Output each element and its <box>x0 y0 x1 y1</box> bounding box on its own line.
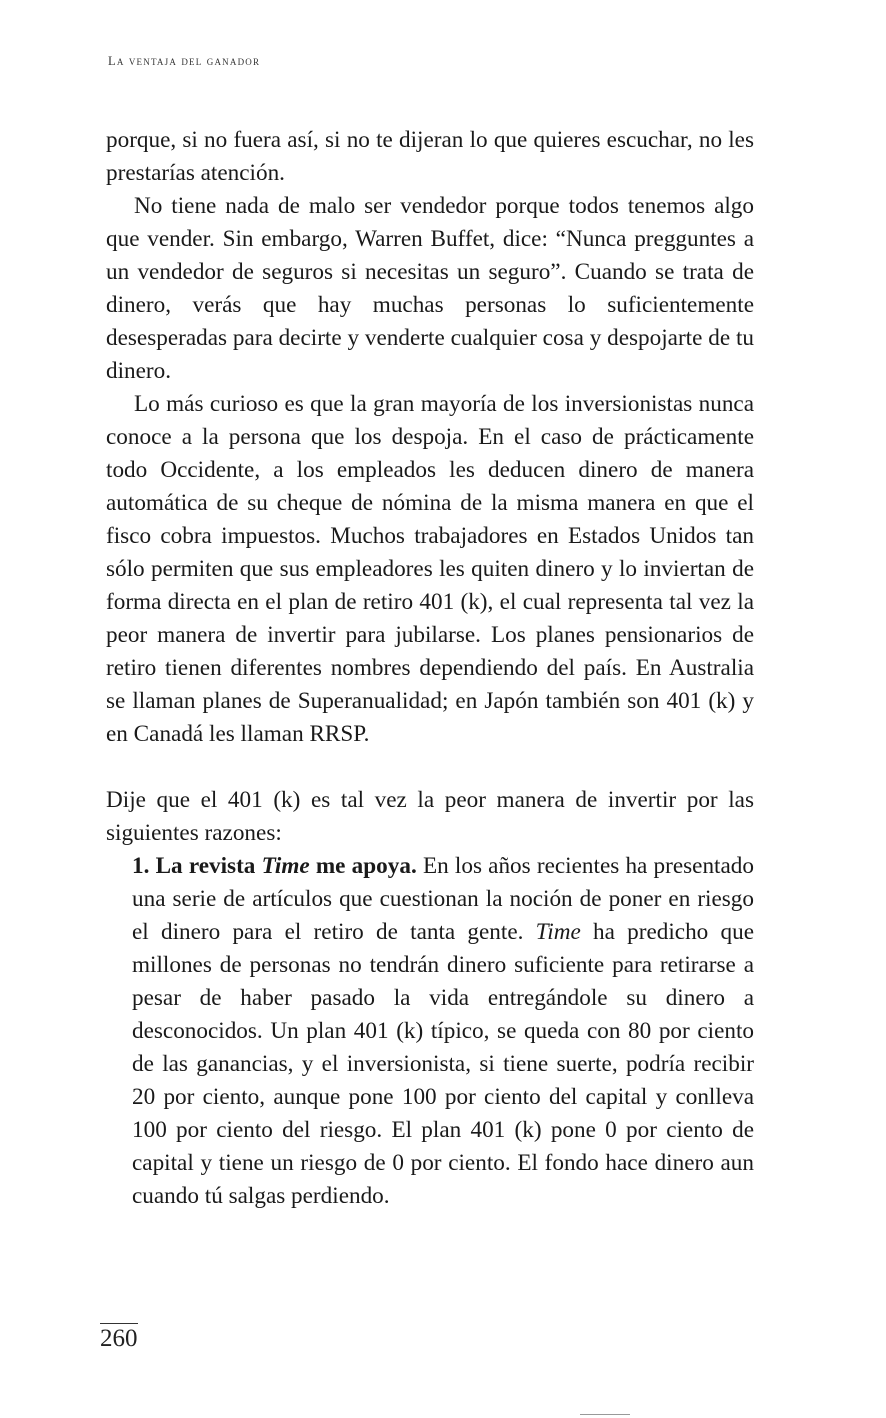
paragraph: porque, si no fuera así, si no te dijeran lo que quieres escuchar, no les prestarías atención. <box>106 127 754 186</box>
list-lead-end: me apoya. <box>309 853 417 879</box>
paragraph: Dije que el 401 (k) es tal vez la peor manera de invertir por las siguientes razones: <box>106 787 754 846</box>
paragraph: No tiene nada de malo ser vendedor porque todos tenemos algo que vender. Sin embargo, Warren Buffet, dice: “Nunca pregguntes a un vendedor de seguros si necesitas un seguro”. Cuando se trata de dinero, verás que hay muchas personas lo suficientemente desesperadas para decirte y venderte cualquier cosa y despojarte de tu dinero. <box>106 193 754 384</box>
scan-mark <box>580 1414 630 1415</box>
running-head: La ventaja del ganador <box>108 54 261 68</box>
list-text: En los años recientes ha presentado una serie de artículos que cuestionan la noción de poner en riesgo el dinero para el retiro de tanta gente. <box>132 853 754 945</box>
list-number: 1. <box>132 853 150 879</box>
page-body <box>106 124 754 1213</box>
list-text-italic: Time <box>535 919 581 945</box>
page-number: 260 <box>100 1325 138 1352</box>
paragraph: Lo más curioso es que la gran mayoría de los inversionistas nunca conoce a la persona que los despoja. En el caso de prácticamente todo Occidente, a los empleados les deducen dinero de manera automática de su cheque de nómina de la misma manera en que el fisco cobra impuestos. Muchos trabajadores en Estados Unidos tan sólo permiten que sus empleadores les quiten dinero y lo inviertan de forma directa en el plan de retiro 401 (k), el cual representa tal vez la peor manera de invertir para jubilarse. Los planes pensionarios de retiro tienen diferentes nombres dependiendo del país. En Australia se llaman planes de Superanualidad; en Japón también son 401 (k) y en Canadá les llaman RRSP. <box>106 391 754 747</box>
list-lead-italic: Time <box>261 853 310 879</box>
list-text: ha predicho que millones de personas no tendrán dinero suficiente para retirarse a pesar de haber pasado la vida entregándole su dinero a desconocidos. Un plan 401 (k) típico, se queda con 80 por ciento de las ganancias, y el inversionista, si tiene suerte, podría recibir 20 por ciento, aunque pone 100 por ciento del capital y conlleva 100 por ciento del riesgo. El plan 401 (k) pone 0 por ciento de capital y tiene un riesgo de 0 por ciento. El fondo hace dinero aun cuando tú salgas perdiendo. <box>132 919 754 1209</box>
list-item-lead <box>132 853 417 879</box>
list-lead-text: La revista <box>155 853 262 879</box>
list-item <box>132 850 754 1213</box>
